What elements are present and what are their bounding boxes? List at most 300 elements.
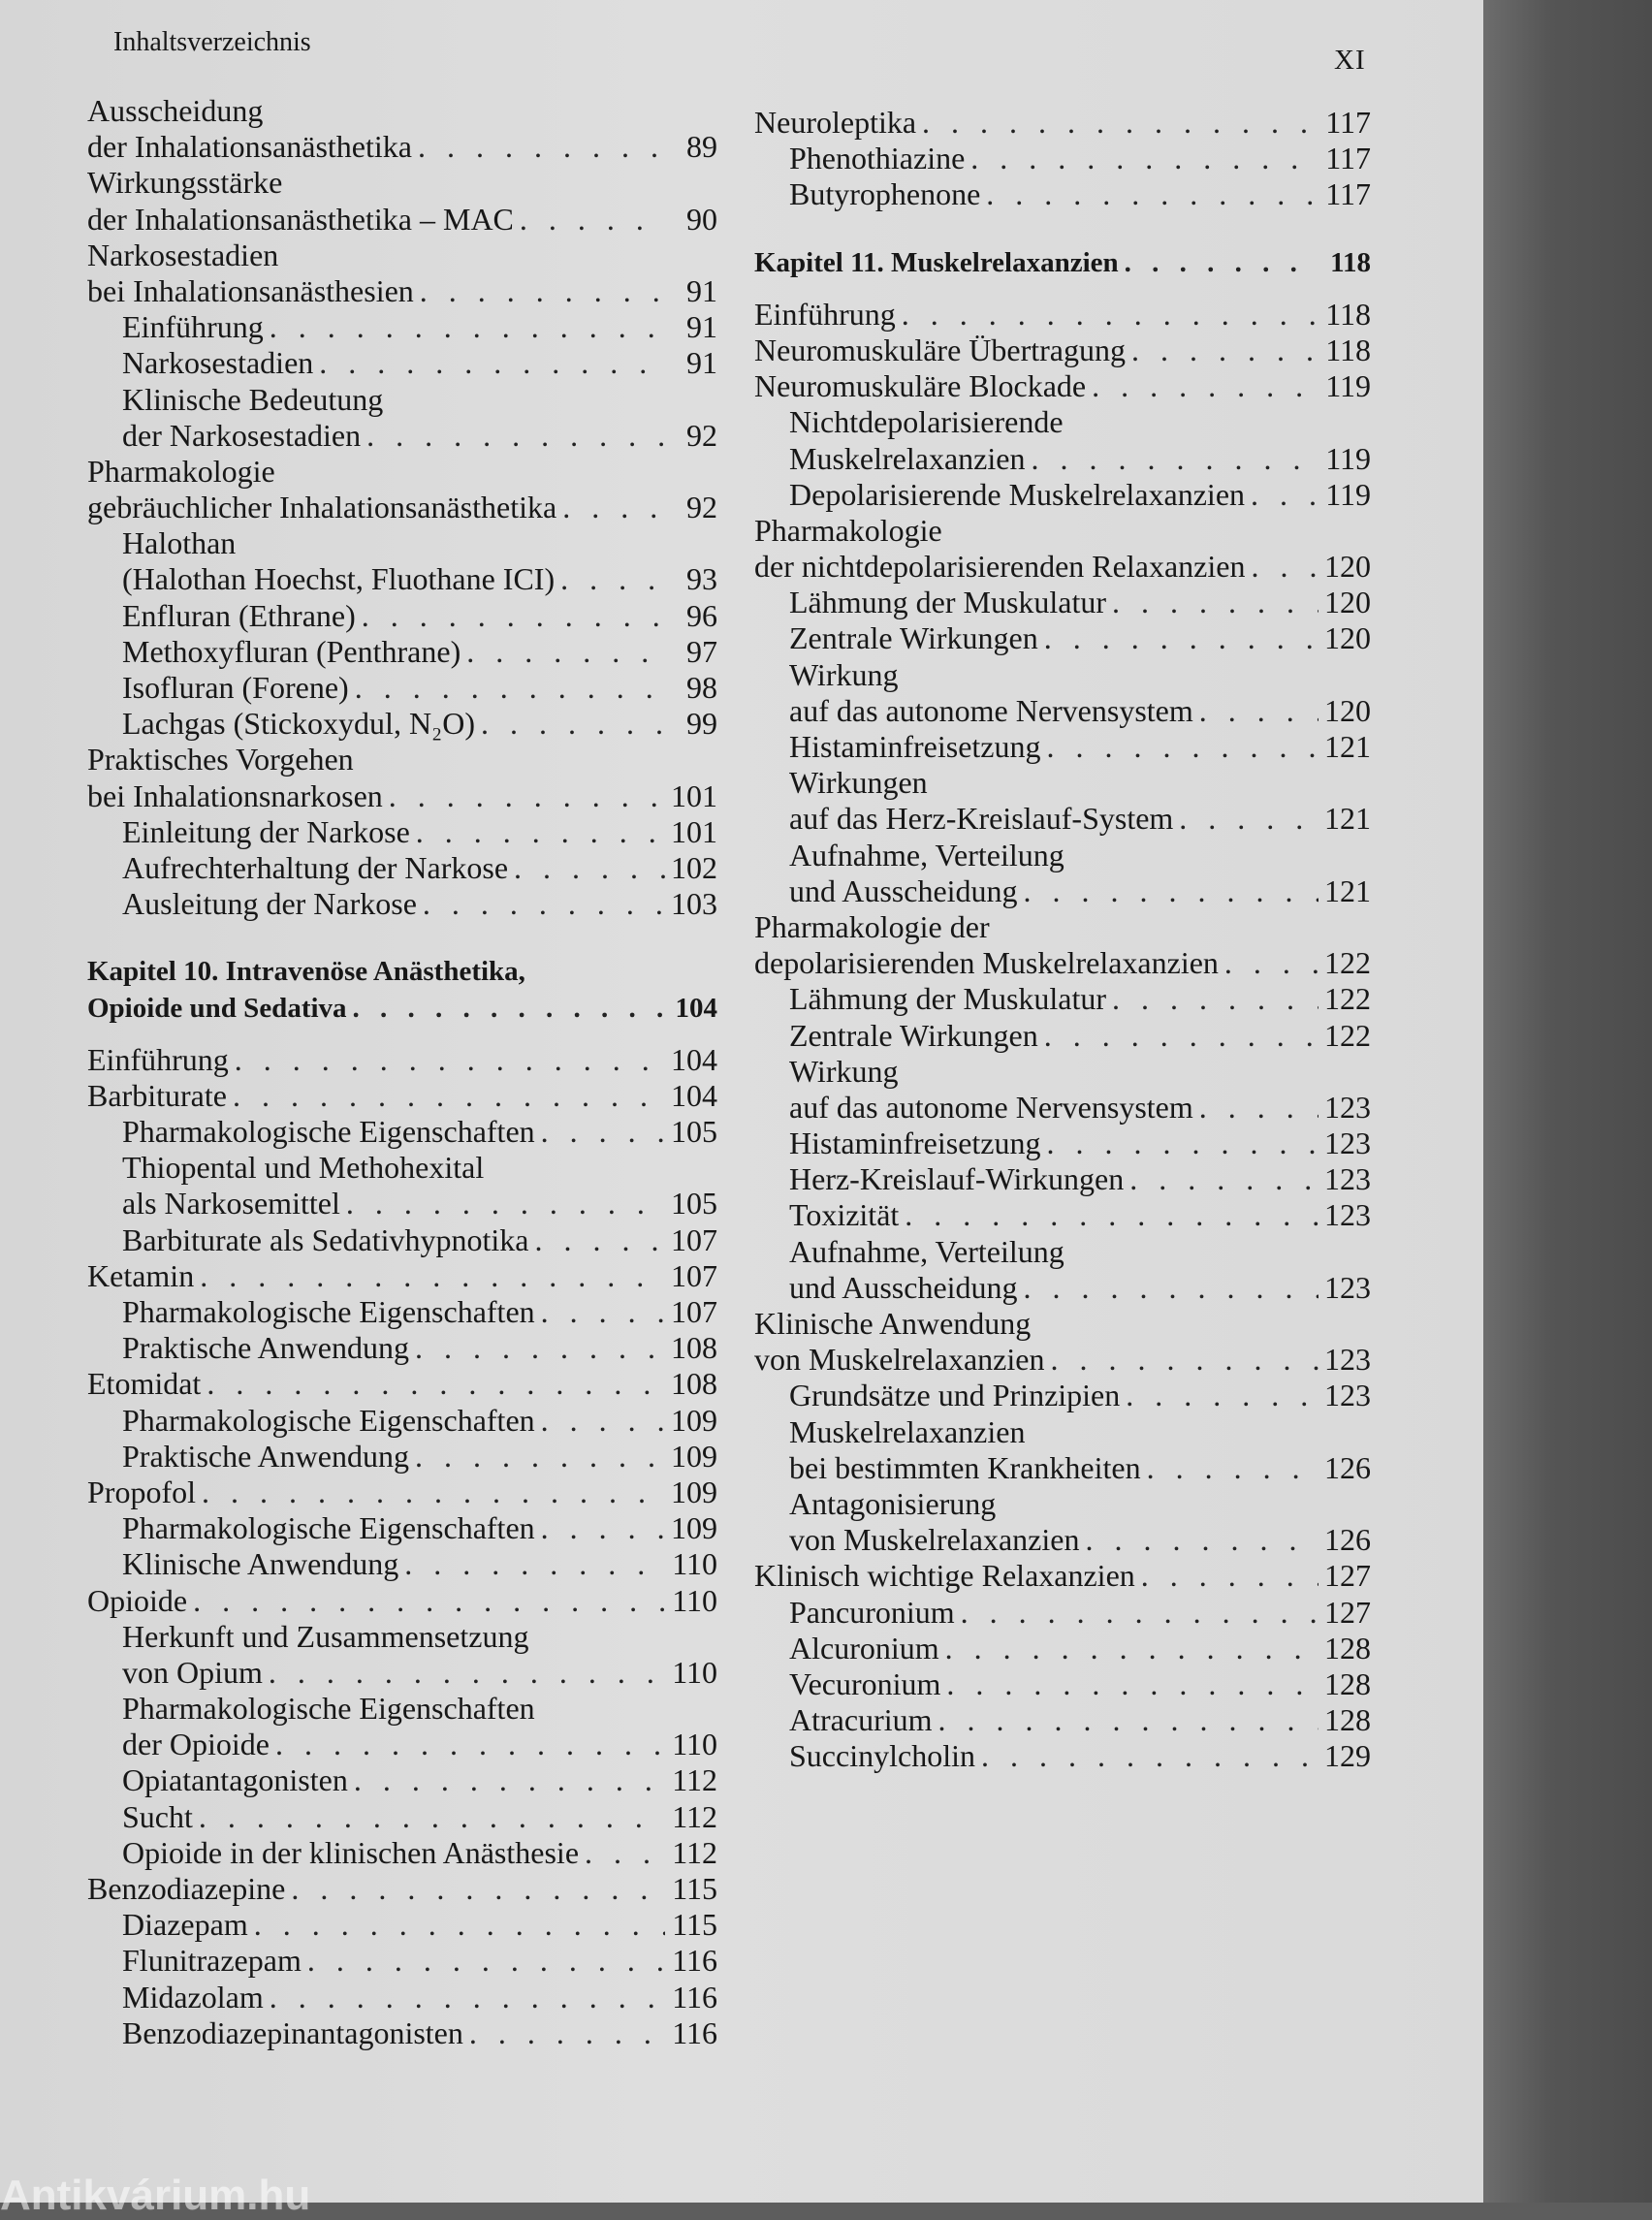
toc-page-number: 112 <box>672 1762 717 1798</box>
toc-entry <box>754 693 1371 729</box>
toc-entry-title: Herkunft und Zusammensetzung <box>122 1618 529 1654</box>
toc-entry <box>87 238 717 273</box>
toc-entry <box>754 585 1371 620</box>
toc-entry <box>87 1114 717 1150</box>
dot-leader <box>1199 1090 1318 1126</box>
toc-entry-title: Zentrale Wirkungen <box>789 1017 1038 1053</box>
dot-leader <box>1125 245 1318 281</box>
toc-entry <box>87 345 717 381</box>
toc-page-number: 120 <box>1324 585 1371 620</box>
toc-page-number: 121 <box>1324 729 1371 764</box>
toc-entry <box>87 670 717 706</box>
toc-page-number: 117 <box>1325 141 1371 176</box>
toc-page-number: 104 <box>675 992 717 1024</box>
toc-entry-title: Neuroleptika <box>754 105 917 140</box>
toc-entry-title: Ausscheidung <box>87 93 264 128</box>
toc-entry-title: Klinische Bedeutung <box>122 381 384 417</box>
toc-page-number: 118 <box>1325 332 1371 367</box>
dot-leader <box>981 1738 1318 1774</box>
toc-entry-title: Atracurium <box>789 1702 933 1738</box>
dot-leader <box>1131 333 1318 368</box>
toc-right-column <box>754 105 1371 1774</box>
toc-entry-title: Praktische Anwendung <box>122 1438 409 1474</box>
toc-page-number: 123 <box>1324 1161 1371 1197</box>
dot-leader <box>235 1042 665 1078</box>
dot-leader <box>1224 945 1318 981</box>
toc-entry <box>87 706 717 742</box>
toc-page-number: 91 <box>686 309 717 345</box>
toc-entry <box>754 1702 1371 1738</box>
toc-page-number: 126 <box>1324 1522 1371 1558</box>
dot-leader <box>541 1403 665 1439</box>
toc-entry-title: Ketamin <box>87 1257 195 1293</box>
toc-entry <box>754 1666 1371 1702</box>
toc-entry-title: Pharmakologische Eigenschaften <box>122 1294 535 1329</box>
toc-chapter-heading <box>87 991 717 1027</box>
toc-entry <box>87 525 717 561</box>
toc-page-number: 104 <box>671 1077 717 1113</box>
dot-leader <box>415 1439 665 1475</box>
toc-entry-title: Depolarisierende Muskelrelaxanzien <box>789 476 1246 512</box>
toc-page-number: 112 <box>672 1798 717 1834</box>
toc-entry-title: gebräuchlicher Inhalationsanästhetika <box>87 490 557 525</box>
toc-entry <box>87 561 717 597</box>
toc-page-number: 116 <box>672 1943 717 1979</box>
toc-entry <box>87 1078 717 1114</box>
dot-leader <box>466 634 665 670</box>
toc-entry-title: Barbiturate <box>87 1077 227 1113</box>
dot-leader <box>1179 801 1318 837</box>
toc-entry <box>754 105 1371 141</box>
toc-entry-title: Einführung <box>754 296 896 332</box>
toc-page-number: 97 <box>686 633 717 669</box>
toc-page-number: 123 <box>1324 1089 1371 1125</box>
toc-entry-title: Wirkungen <box>789 765 928 801</box>
dot-leader <box>1199 693 1318 729</box>
dot-leader <box>404 1546 665 1582</box>
toc-entry <box>754 620 1371 656</box>
toc-entry-title: (Halothan Hoechst, Fluothane ICI) <box>122 561 556 597</box>
page-edge-shadow <box>1483 0 1652 2203</box>
toc-entry-title: und Ausscheidung <box>789 1269 1018 1305</box>
toc-page-number: 110 <box>672 1654 717 1690</box>
toc-chapter-heading <box>87 954 717 990</box>
toc-entry <box>87 778 717 814</box>
toc-page-number: 123 <box>1324 1378 1371 1413</box>
toc-entry <box>754 441 1371 477</box>
toc-entry-title: Halothan <box>122 525 237 561</box>
toc-entry <box>754 909 1371 945</box>
dot-leader <box>986 176 1318 212</box>
toc-entry <box>754 1090 1371 1126</box>
toc-entry <box>87 202 717 238</box>
dot-leader <box>481 706 665 742</box>
toc-entry <box>87 1439 717 1475</box>
dot-leader <box>319 345 665 381</box>
toc-entry-title: Opioide und Sedativa <box>87 992 347 1024</box>
toc-page-number: 120 <box>1324 620 1371 656</box>
toc-entry-title: Antagonisierung <box>789 1485 997 1521</box>
dot-leader <box>389 778 665 814</box>
toc-entry-title: Einführung <box>122 309 264 345</box>
toc-page-number: 122 <box>1324 945 1371 981</box>
toc-entry-title: depolarisierenden Muskelrelaxanzien <box>754 945 1219 981</box>
toc-page-number: 128 <box>1324 1630 1371 1665</box>
toc-page-number: 96 <box>686 597 717 633</box>
toc-entry-title: Lachgas (Stickoxydul, N₂O) <box>122 706 475 742</box>
toc-entry-title: der Narkosestadien <box>122 417 362 453</box>
toc-page-number: 91 <box>686 345 717 381</box>
toc-entry <box>754 1234 1371 1270</box>
toc-entry <box>87 1655 717 1691</box>
toc-entry <box>87 1403 717 1439</box>
toc-entry-title: Alcuronium <box>789 1630 939 1665</box>
toc-entry-title: Aufnahme, Verteilung <box>789 837 1064 872</box>
toc-entry <box>754 176 1371 212</box>
toc-page-number: 104 <box>671 1041 717 1077</box>
dot-leader <box>970 141 1318 176</box>
toc-entry-title: Flunitrazepam <box>122 1943 302 1979</box>
dot-leader <box>420 273 665 309</box>
dot-leader <box>585 1835 665 1871</box>
toc-entry <box>754 1378 1371 1413</box>
toc-page-number: 122 <box>1324 981 1371 1017</box>
toc-entry <box>754 297 1371 333</box>
toc-entry <box>87 1871 717 1907</box>
dot-leader <box>1044 1018 1318 1054</box>
toc-page-number: 121 <box>1324 872 1371 908</box>
toc-page-number: 117 <box>1325 105 1371 140</box>
toc-entry-title: Phenothiazine <box>789 141 966 176</box>
toc-entry-title: Opioide <box>87 1582 188 1618</box>
dot-leader <box>415 1330 665 1366</box>
toc-page-number: 119 <box>1325 368 1371 404</box>
toc-page-number: 109 <box>671 1402 717 1438</box>
toc-entry-title: auf das autonome Nervensystem <box>789 692 1193 728</box>
toc-page-number: 115 <box>672 1871 717 1906</box>
toc-entry-title: Pharmakologie <box>87 453 275 489</box>
toc-entry <box>754 729 1371 765</box>
dot-leader <box>946 1666 1318 1702</box>
dot-leader <box>346 1186 665 1221</box>
toc-page-number: 128 <box>1324 1665 1371 1701</box>
toc-entry-title: Muskelrelaxanzien <box>789 1413 1026 1449</box>
toc-entry <box>87 1475 717 1510</box>
toc-page-number: 92 <box>686 417 717 453</box>
toc-page-number: 109 <box>671 1438 717 1474</box>
toc-entry-title: Kapitel 11. Muskelrelaxanzien <box>754 246 1119 278</box>
toc-page-number: 110 <box>672 1546 717 1582</box>
toc-entry-title: Histaminfreisetzung <box>789 729 1041 764</box>
dot-leader <box>541 1114 665 1150</box>
toc-entry-title: der nichtdepolarisierenden Relaxanzien <box>754 549 1246 585</box>
toc-entry-title: Isofluran (Forene) <box>122 670 349 705</box>
dot-leader <box>206 1366 665 1402</box>
toc-entry <box>87 850 717 886</box>
toc-entry <box>754 1306 1371 1342</box>
dot-leader <box>270 1980 665 2015</box>
toc-entry-title: Opioide in der klinischen Anästhesie <box>122 1834 580 1870</box>
toc-entry-title: Wirkungsstärke <box>87 165 283 201</box>
toc-entry-title: Thiopental und Methohexital <box>122 1150 485 1186</box>
toc-entry <box>754 838 1371 873</box>
toc-entry-title: bei Inhalationsnarkosen <box>87 777 383 813</box>
toc-entry-title: Succinylcholin <box>789 1738 975 1774</box>
dot-leader <box>362 598 665 634</box>
dot-leader <box>520 202 665 238</box>
toc-entry <box>87 2015 717 2051</box>
toc-entry <box>754 1486 1371 1522</box>
toc-page-number: 110 <box>672 1582 717 1618</box>
dot-leader <box>560 561 665 597</box>
toc-entry <box>754 549 1371 585</box>
toc-entry-title: Grundsätze und Prinzipien <box>789 1378 1121 1413</box>
toc-entry <box>87 309 717 345</box>
toc-page-number: 126 <box>1324 1449 1371 1485</box>
toc-entry <box>87 1150 717 1186</box>
toc-entry-title: Aufrechterhaltung der Narkose <box>122 849 509 885</box>
toc-entry <box>87 814 717 850</box>
toc-page-number: 91 <box>686 272 717 308</box>
toc-entry-title: Midazolam <box>122 1979 264 2014</box>
toc-entry-title: als Narkosemittel <box>122 1186 340 1221</box>
toc-entry-title: Barbiturate als Sedativhypnotika <box>122 1221 529 1257</box>
toc-entry-title: Enfluran (Ethrane) <box>122 597 356 633</box>
toc-entry <box>87 454 717 490</box>
dot-leader <box>469 2015 665 2051</box>
toc-page-number: 129 <box>1324 1738 1371 1774</box>
toc-entry-title: Klinische Anwendung <box>122 1546 399 1582</box>
toc-page-number: 98 <box>686 670 717 705</box>
toc-entry <box>754 801 1371 837</box>
dot-leader <box>1092 368 1318 404</box>
dot-leader <box>270 309 665 345</box>
toc-entry <box>87 1510 717 1546</box>
toc-entry-title: Butyrophenone <box>789 176 981 212</box>
toc-entry <box>87 1186 717 1221</box>
toc-entry-title: Zentrale Wirkungen <box>789 620 1038 656</box>
toc-entry <box>87 1042 717 1078</box>
dot-leader <box>1129 1161 1318 1197</box>
dot-leader <box>423 886 665 922</box>
toc-entry-title: Methoxyfluran (Penthrane) <box>122 633 461 669</box>
dot-leader <box>269 1655 665 1691</box>
toc-entry-title: Histaminfreisetzung <box>789 1126 1041 1161</box>
toc-entry <box>87 1294 717 1330</box>
toc-page-number: 110 <box>672 1727 717 1762</box>
dot-leader <box>254 1907 665 1943</box>
toc-entry-title: Aufnahme, Verteilung <box>789 1233 1064 1269</box>
toc-entry-title: Pharmakologische Eigenschaften <box>122 1114 535 1150</box>
toc-entry-title: Neuromuskuläre Übertragung <box>754 332 1126 367</box>
toc-page-number: 107 <box>671 1294 717 1329</box>
toc-page-number: 107 <box>671 1257 717 1293</box>
toc-chapter-heading <box>754 245 1371 281</box>
toc-entry <box>87 165 717 201</box>
page-number: XI <box>1334 45 1366 76</box>
dot-leader <box>541 1294 665 1330</box>
toc-entry <box>87 1546 717 1582</box>
toc-entry <box>754 945 1371 981</box>
toc-entry <box>87 273 717 309</box>
toc-entry-title: Pharmakologische Eigenschaften <box>122 1510 535 1546</box>
toc-entry-title: Sucht <box>122 1798 193 1834</box>
toc-entry <box>754 1414 1371 1450</box>
dot-leader <box>1024 873 1318 909</box>
dot-leader <box>416 814 665 850</box>
toc-entry-title: Vecuronium <box>789 1665 941 1701</box>
toc-entry <box>754 1342 1371 1378</box>
toc-entry <box>754 368 1371 404</box>
toc-page-number: 116 <box>672 1979 717 2014</box>
toc-entry <box>754 1018 1371 1054</box>
toc-entry-title: Klinisch wichtige Relaxanzien <box>754 1558 1135 1594</box>
toc-page-number: 123 <box>1324 1342 1371 1378</box>
dot-leader <box>353 991 665 1027</box>
toc-page-number: 92 <box>686 490 717 525</box>
toc-entry-title: Opiatantagonisten <box>122 1762 348 1798</box>
toc-entry <box>754 1270 1371 1306</box>
dot-leader <box>905 1197 1318 1233</box>
dot-leader <box>366 418 665 454</box>
toc-entry-title: bei Inhalationsanästhesien <box>87 272 414 308</box>
toc-entry-title: Propofol <box>87 1474 196 1509</box>
toc-entry-title: Neuromuskuläre Blockade <box>754 368 1087 404</box>
toc-entry-title: Praktisches Vorgehen <box>87 742 354 777</box>
toc-page-number: 116 <box>672 2014 717 2050</box>
toc-entry <box>87 1727 717 1762</box>
toc-page-number: 108 <box>671 1366 717 1402</box>
toc-page-number: 105 <box>671 1186 717 1221</box>
toc-entry <box>754 1126 1371 1161</box>
running-head: Inhaltsverzeichnis <box>113 27 311 57</box>
toc-entry <box>754 765 1371 801</box>
toc-entry-title: von Muskelrelaxanzien <box>789 1522 1080 1558</box>
toc-page-number: 127 <box>1324 1558 1371 1594</box>
toc-entry <box>87 742 717 777</box>
toc-entry <box>87 1907 717 1943</box>
dot-leader <box>1044 620 1318 656</box>
toc-entry <box>754 333 1371 368</box>
toc-entry <box>87 1330 717 1366</box>
dot-leader <box>945 1631 1318 1666</box>
dot-leader <box>1112 981 1318 1017</box>
toc-entry <box>754 1161 1371 1197</box>
toc-page-number: 107 <box>671 1221 717 1257</box>
toc-page-number: 119 <box>1325 440 1371 476</box>
toc-page-number: 103 <box>671 886 717 922</box>
toc-page-number: 120 <box>1324 549 1371 585</box>
dot-leader <box>1251 477 1318 513</box>
toc-entry-title: Wirkung <box>789 1053 899 1089</box>
toc-entry-title: Pharmakologie der <box>754 908 990 944</box>
toc-page-number: 90 <box>686 201 717 237</box>
toc-entry-title: Narkosestadien <box>122 345 314 381</box>
toc-entry <box>87 418 717 454</box>
toc-page-number: 102 <box>671 849 717 885</box>
dot-leader <box>202 1475 665 1510</box>
toc-entry <box>87 1799 717 1835</box>
toc-entry-title: Lähmung der Muskulatur <box>789 585 1107 620</box>
toc-entry <box>87 1366 717 1402</box>
toc-entry <box>87 490 717 525</box>
toc-entry <box>754 657 1371 693</box>
dot-leader <box>355 670 665 706</box>
dot-leader <box>1046 1126 1318 1161</box>
toc-entry-title: auf das Herz-Kreislauf-System <box>789 801 1174 837</box>
dot-leader <box>418 129 665 165</box>
toc-entry-title: von Muskelrelaxanzien <box>754 1342 1045 1378</box>
toc-entry-title: auf das autonome Nervensystem <box>789 1089 1193 1125</box>
dot-leader <box>534 1222 665 1258</box>
dot-leader <box>1251 549 1318 585</box>
toc-entry-title: Praktische Anwendung <box>122 1330 409 1366</box>
toc-entry <box>87 886 717 922</box>
toc-entry-title: Ausleitung der Narkose <box>122 886 417 922</box>
toc-page-number: 127 <box>1324 1594 1371 1630</box>
toc-entry-title: Wirkung <box>789 656 899 692</box>
toc-page-number: 109 <box>671 1474 717 1509</box>
dot-leader <box>1112 585 1318 620</box>
toc-page-number: 123 <box>1324 1197 1371 1233</box>
toc-page-number: 99 <box>686 706 717 742</box>
dot-leader <box>922 105 1318 141</box>
toc-entry-title: bei bestimmten Krankheiten <box>789 1449 1141 1485</box>
toc-entry-title: Pancuronium <box>789 1594 955 1630</box>
toc-entry-title: Lähmung der Muskulatur <box>789 981 1107 1017</box>
toc-entry <box>87 93 717 129</box>
dot-leader <box>193 1583 665 1619</box>
toc-page-number: 105 <box>671 1114 717 1150</box>
toc-entry <box>87 634 717 670</box>
toc-entry <box>87 1943 717 1979</box>
toc-entry <box>754 404 1371 440</box>
toc-entry-title: der Opioide <box>122 1727 270 1762</box>
toc-page-number: 121 <box>1324 801 1371 837</box>
toc-left-column <box>87 93 717 2051</box>
toc-entry <box>754 477 1371 513</box>
toc-entry <box>754 1522 1371 1558</box>
dot-leader <box>938 1702 1319 1738</box>
toc-entry <box>87 1222 717 1258</box>
toc-page-number: 101 <box>671 813 717 849</box>
toc-page-number: 115 <box>672 1907 717 1943</box>
dot-leader <box>307 1943 665 1979</box>
toc-page-number: 122 <box>1324 1017 1371 1053</box>
toc-entry <box>87 382 717 418</box>
dot-leader <box>275 1727 665 1762</box>
dot-leader <box>541 1510 665 1546</box>
toc-page-number: 118 <box>1325 296 1371 332</box>
toc-page-number: 108 <box>671 1330 717 1366</box>
toc-entry-title: Klinische Anwendung <box>754 1306 1032 1341</box>
dot-leader <box>1085 1522 1318 1558</box>
watermark: Antikvárium.hu <box>0 2172 311 2219</box>
toc-page-number: 117 <box>1325 176 1371 212</box>
toc-page-number: 123 <box>1324 1269 1371 1305</box>
toc-page-number: 109 <box>671 1510 717 1546</box>
toc-entry-title: von Opium <box>122 1654 263 1690</box>
toc-entry-title: Pharmakologie <box>754 512 942 548</box>
dot-leader <box>199 1799 665 1835</box>
dot-leader <box>1141 1558 1318 1594</box>
toc-entry-title: Einführung <box>87 1041 229 1077</box>
toc-entry <box>754 1738 1371 1774</box>
dot-leader <box>902 297 1318 333</box>
toc-entry-title: Kapitel 10. Intravenöse Anästhetika, <box>87 956 525 988</box>
toc-entry-title: Benzodiazepine <box>87 1871 286 1906</box>
toc-entry-title: Herz-Kreislauf-Wirkungen <box>789 1161 1125 1197</box>
